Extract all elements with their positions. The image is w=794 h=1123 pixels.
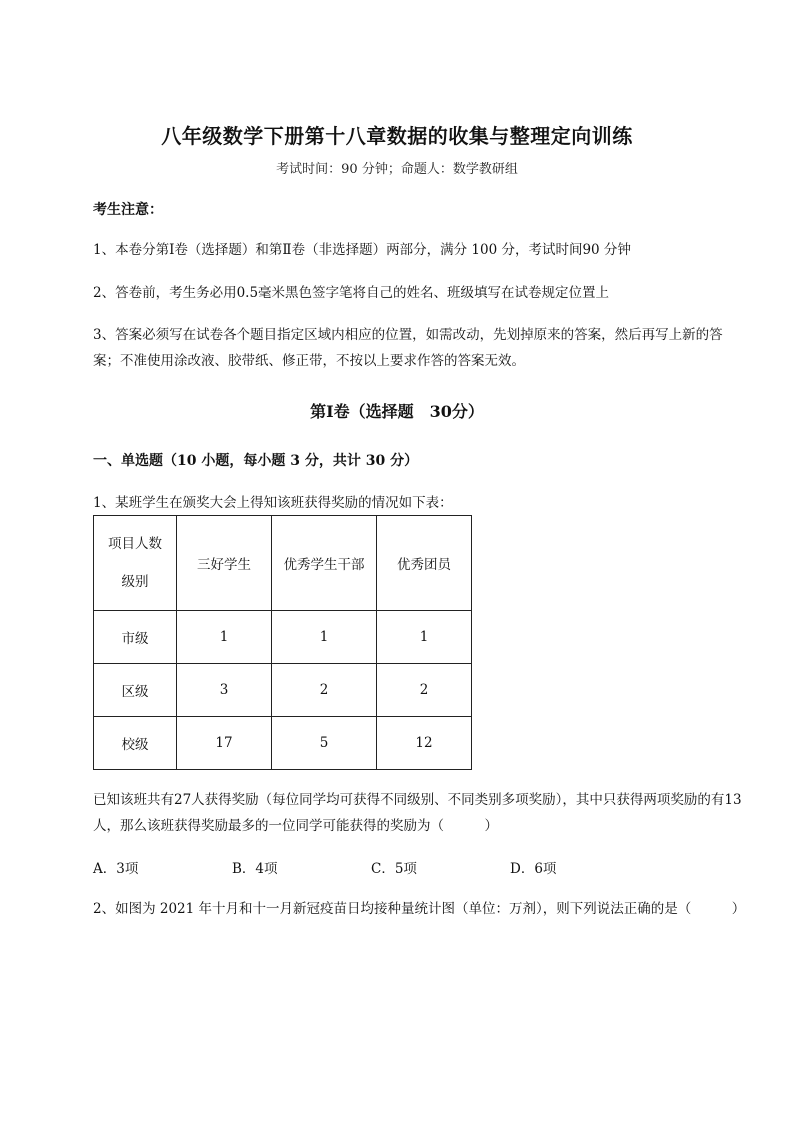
notice-heading: 考生注意： [93, 202, 163, 218]
choice-d: D．6项 [510, 861, 557, 877]
table-cell: 1 [177, 611, 272, 664]
part-title: 一、单选题（10 小题，每小题 3 分，共计 30 分） [93, 453, 419, 469]
question-1-stem: 1、某班学生在颁奖大会上得知该班获得奖励的情况如下表： [93, 495, 453, 511]
notice-item-3: 3、答案必须写在试卷各个题目指定区域内相应的位置，如需改动，先划掉原来的答案，然后再写上新的答案；不准使用涂改液、胶带纸、修正带，不按以上要求作答的答案无效。 [93, 327, 723, 369]
exam-info: 考试时间：90 分钟；命题人：数学教研组 [276, 162, 518, 177]
choice-a: A．3项 [93, 861, 139, 877]
column-header: 三好学生 [177, 516, 272, 611]
section-title: 第Ⅰ卷（选择题 30分） [310, 402, 484, 421]
row-level: 校级 [94, 717, 177, 770]
table-cell: 2 [377, 664, 472, 717]
table-row [94, 611, 472, 664]
table-cell: 17 [177, 717, 272, 770]
table-cell: 3 [177, 664, 272, 717]
table-corner-cell [94, 516, 177, 611]
corner-label-bottom: 级别 [121, 574, 149, 590]
column-header: 优秀学生干部 [272, 516, 377, 611]
column-header: 优秀团员 [377, 516, 472, 611]
corner-label-top: 项目人数 [108, 536, 162, 552]
table-cell: 2 [272, 664, 377, 717]
question-2-stem: 2、如图为 2021 年十月和十一月新冠疫苗日均接种量统计图（单位：万剂），则下列说法正确的是（ ） [93, 901, 746, 917]
table-cell: 1 [272, 611, 377, 664]
awards-table [93, 515, 472, 770]
question-1-choices [93, 857, 649, 877]
table-row [94, 717, 472, 770]
table-row [94, 664, 472, 717]
page-title: 八年级数学下册第十八章数据的收集与整理定向训练 [161, 124, 633, 148]
question-1-followup: 已知该班共有27人获得奖励（每位同学均可获得不同级别、不同类别多项奖励），其中只获得两项奖励的有13人，那么该班获得奖励最多的一位同学可能获得的奖励为（ ） [93, 792, 742, 834]
row-level: 区级 [94, 664, 177, 717]
notice-item-2: 2、答卷前，考生务必用0.5毫米黑色签字笔将自己的姓名、班级填写在试卷规定位置上 [93, 285, 610, 301]
notice-item-1: 1、本卷分第Ⅰ卷（选择题）和第Ⅱ卷（非选择题）两部分，满分 100 分，考试时间90 分钟 [93, 242, 631, 258]
table-cell: 12 [377, 717, 472, 770]
choice-c: C．5项 [371, 861, 417, 877]
choice-b: B．4项 [232, 861, 278, 877]
row-level: 市级 [94, 611, 177, 664]
table-header-row [94, 516, 472, 611]
table-cell: 1 [377, 611, 472, 664]
table-cell: 5 [272, 717, 377, 770]
